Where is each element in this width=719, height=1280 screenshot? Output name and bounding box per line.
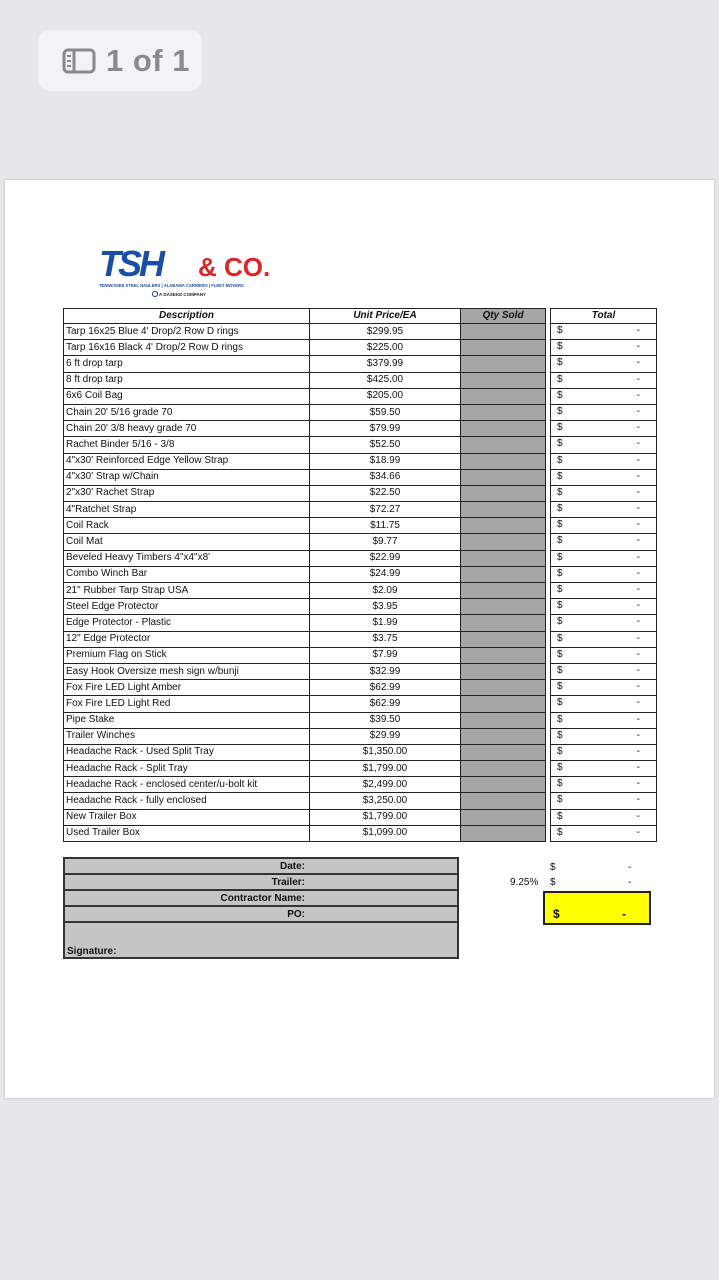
item-unit-price: $62.99 <box>310 680 461 696</box>
item-unit-price: $7.99 <box>310 647 461 663</box>
item-unit-price: $1.99 <box>310 615 461 631</box>
item-description: 2"x30' Rachet Strap <box>64 485 310 501</box>
grand-total-box <box>543 891 651 925</box>
trailer-field[interactable]: Trailer: <box>64 874 458 890</box>
tax-dollar: $ <box>550 877 556 888</box>
item-qty-input[interactable] <box>461 777 546 793</box>
document-page <box>5 180 714 1098</box>
item-total <box>551 550 657 566</box>
item-total <box>551 696 657 712</box>
page-indicator[interactable] <box>38 30 202 91</box>
item-total-dollar: $ <box>557 826 563 838</box>
item-total <box>551 615 657 631</box>
item-total-dollar: $ <box>557 325 563 336</box>
item-unit-price: $22.50 <box>310 485 461 501</box>
item-total <box>551 793 657 809</box>
item-total-dollar: $ <box>557 713 563 725</box>
item-description: Fox Fire LED Light Amber <box>64 680 310 696</box>
item-total <box>551 485 657 501</box>
item-total-dollar: $ <box>557 535 563 547</box>
item-total-value: - <box>636 551 640 563</box>
item-unit-price: $79.99 <box>310 421 461 437</box>
item-total <box>551 599 657 615</box>
item-qty-input[interactable] <box>461 566 546 582</box>
item-description: Used Trailer Box <box>64 825 310 841</box>
item-unit-price: $62.99 <box>310 696 461 712</box>
item-total-value: - <box>636 470 640 482</box>
item-total-dollar: $ <box>557 357 563 369</box>
item-total-dollar: $ <box>557 794 563 806</box>
item-total-value: - <box>636 745 640 757</box>
page-count-label: 1 of 1 <box>106 42 190 78</box>
item-total-dollar: $ <box>557 681 563 693</box>
item-total-value: - <box>636 567 640 579</box>
item-unit-price: $22.99 <box>310 550 461 566</box>
table-row <box>64 404 657 420</box>
item-total <box>551 372 657 388</box>
item-qty-input[interactable] <box>461 761 546 777</box>
item-qty-input[interactable] <box>461 793 546 809</box>
header-qty-sold: Qty Sold <box>461 309 546 324</box>
table-row <box>64 583 657 599</box>
item-qty-input[interactable] <box>461 518 546 534</box>
item-unit-price: $34.66 <box>310 469 461 485</box>
item-description: New Trailer Box <box>64 809 310 825</box>
grand-total-value: - <box>622 907 626 921</box>
item-qty-input[interactable] <box>461 404 546 420</box>
table-row <box>64 566 657 582</box>
table-row <box>64 761 657 777</box>
svg-text:& CO.: & CO. <box>198 252 271 282</box>
item-description: 12" Edge Protector <box>64 631 310 647</box>
item-description: Tarp 16x25 Blue 4' Drop/2 Row D rings <box>64 324 310 340</box>
item-qty-input[interactable] <box>461 502 546 518</box>
item-total-dollar: $ <box>557 422 563 434</box>
table-row <box>64 599 657 615</box>
table-row <box>64 356 657 372</box>
item-qty-input[interactable] <box>461 534 546 550</box>
item-total-value: - <box>636 810 640 822</box>
item-unit-price: $3.75 <box>310 631 461 647</box>
item-total-value: - <box>636 405 640 417</box>
item-description: Premium Flag on Stick <box>64 647 310 663</box>
sidebar-icon <box>62 48 96 74</box>
item-unit-price: $299.95 <box>310 324 461 340</box>
item-total <box>551 566 657 582</box>
item-qty-input[interactable] <box>461 744 546 760</box>
item-qty-input[interactable] <box>461 809 546 825</box>
item-description: Pipe Stake <box>64 712 310 728</box>
item-total-value: - <box>636 762 640 774</box>
item-total-dollar: $ <box>557 600 563 612</box>
item-total-dollar: $ <box>557 584 563 595</box>
table-row <box>64 728 657 744</box>
item-qty-input[interactable] <box>461 485 546 501</box>
item-description: 6x6 Coil Bag <box>64 388 310 404</box>
item-total <box>551 631 657 647</box>
table-row <box>64 663 657 679</box>
subtotal-value: - <box>628 862 632 873</box>
subtotal-dollar: $ <box>550 862 556 873</box>
item-description: Trailer Winches <box>64 728 310 744</box>
item-description: 8 ft drop tarp <box>64 372 310 388</box>
table-row <box>64 485 657 501</box>
table-row <box>64 518 657 534</box>
item-total-dollar: $ <box>557 745 563 757</box>
grand-total-dollar: $ <box>553 907 560 921</box>
item-total-dollar: $ <box>557 503 563 515</box>
svg-text:TSH: TSH <box>99 246 162 284</box>
item-total <box>551 421 657 437</box>
item-qty-input[interactable] <box>461 728 546 744</box>
item-description: 4"x30' Strap w/Chain <box>64 469 310 485</box>
item-total-dollar: $ <box>557 729 563 741</box>
item-unit-price: $2.09 <box>310 583 461 599</box>
item-qty-input[interactable] <box>461 663 546 679</box>
item-total <box>551 518 657 534</box>
table-row <box>64 744 657 760</box>
item-unit-price: $1,099.00 <box>310 825 461 841</box>
item-total-value: - <box>636 438 640 450</box>
item-unit-price: $24.99 <box>310 566 461 582</box>
table-row <box>64 680 657 696</box>
item-qty-input[interactable] <box>461 550 546 566</box>
item-total-value: - <box>636 422 640 434</box>
item-total-dollar: $ <box>557 438 563 450</box>
item-total <box>551 404 657 420</box>
item-qty-input[interactable] <box>461 631 546 647</box>
item-total <box>551 437 657 453</box>
item-description: Beveled Heavy Timbers 4"x4"x8' <box>64 550 310 566</box>
item-total-value: - <box>636 778 640 790</box>
item-total-dollar: $ <box>557 648 563 660</box>
item-total-dollar: $ <box>557 762 563 774</box>
item-total-value: - <box>636 341 640 353</box>
item-total <box>551 583 657 599</box>
item-total <box>551 324 657 340</box>
item-qty-input[interactable] <box>461 825 546 841</box>
item-qty-input[interactable] <box>461 712 546 728</box>
item-total-dollar: $ <box>557 470 563 482</box>
item-description: Chain 20' 3/8 heavy grade 70 <box>64 421 310 437</box>
item-total-dollar: $ <box>557 632 563 644</box>
item-qty-input[interactable] <box>461 421 546 437</box>
item-unit-price: $1,799.00 <box>310 809 461 825</box>
item-total-dollar: $ <box>557 486 563 498</box>
item-description: Rachet Binder 5/16 - 3/8 <box>64 437 310 453</box>
item-total-value: - <box>636 486 640 498</box>
table-row <box>64 502 657 518</box>
table-row <box>64 631 657 647</box>
item-qty-input[interactable] <box>461 615 546 631</box>
item-total-dollar: $ <box>557 616 563 628</box>
item-total <box>551 388 657 404</box>
item-qty-input[interactable] <box>461 469 546 485</box>
item-total <box>551 469 657 485</box>
item-total-dollar: $ <box>557 664 563 676</box>
item-total-value: - <box>636 632 640 644</box>
item-qty-input[interactable] <box>461 647 546 663</box>
item-description: Chain 20' 5/16 grade 70 <box>64 404 310 420</box>
svg-text:TENNESSEE STEEL HAULERS | ALAB: TENNESSEE STEEL HAULERS | ALABAMA CARRIERS | FLEET MOVERS <box>99 283 244 288</box>
table-row <box>64 550 657 566</box>
item-total <box>551 809 657 825</box>
item-total-dollar: $ <box>557 551 563 563</box>
item-unit-price: $39.50 <box>310 712 461 728</box>
item-qty-input[interactable] <box>461 324 546 340</box>
table-row <box>64 469 657 485</box>
table-header-row <box>64 309 657 324</box>
item-unit-price: $18.99 <box>310 453 461 469</box>
table-row <box>64 615 657 631</box>
item-qty-input[interactable] <box>461 696 546 712</box>
item-total-dollar: $ <box>557 454 563 466</box>
item-total <box>551 777 657 793</box>
item-total-dollar: $ <box>557 519 563 531</box>
item-total <box>551 825 657 841</box>
item-qty-input[interactable] <box>461 453 546 469</box>
table-row <box>64 777 657 793</box>
item-total-dollar: $ <box>557 567 563 579</box>
item-description: 21" Rubber Tarp Strap USA <box>64 583 310 599</box>
item-total <box>551 728 657 744</box>
item-description: 6 ft drop tarp <box>64 356 310 372</box>
table-row <box>64 825 657 841</box>
table-row <box>64 534 657 550</box>
item-qty-input[interactable] <box>461 340 546 356</box>
item-total-value: - <box>636 616 640 628</box>
signature-field[interactable]: Signature: <box>64 922 458 958</box>
item-unit-price: $11.75 <box>310 518 461 534</box>
item-total <box>551 453 657 469</box>
item-unit-price: $1,799.00 <box>310 761 461 777</box>
item-unit-price: $59.50 <box>310 404 461 420</box>
item-total-value: - <box>636 826 640 838</box>
order-info-box <box>63 857 459 959</box>
tax-rate: 9.25% <box>510 877 539 888</box>
table-row <box>64 453 657 469</box>
item-total-value: - <box>636 664 640 676</box>
item-qty-input[interactable] <box>461 583 546 599</box>
item-qty-input[interactable] <box>461 680 546 696</box>
item-total-value: - <box>636 600 640 612</box>
tax-value: - <box>628 877 632 888</box>
item-total-dollar: $ <box>557 405 563 417</box>
item-qty-input[interactable] <box>461 388 546 404</box>
item-total <box>551 340 657 356</box>
item-unit-price: $205.00 <box>310 388 461 404</box>
item-total-value: - <box>636 325 640 336</box>
item-total-dollar: $ <box>557 373 563 385</box>
header-description: Description <box>64 309 310 324</box>
table-row <box>64 388 657 404</box>
table-row <box>64 696 657 712</box>
item-total-value: - <box>636 535 640 547</box>
item-total-value: - <box>636 454 640 466</box>
header-unit-price: Unit Price/EA <box>310 309 461 324</box>
item-description: Headache Rack - Split Tray <box>64 761 310 777</box>
item-total-value: - <box>636 519 640 531</box>
item-unit-price: $225.00 <box>310 340 461 356</box>
item-description: Coil Mat <box>64 534 310 550</box>
item-total-value: - <box>636 794 640 806</box>
item-unit-price: $9.77 <box>310 534 461 550</box>
table-row <box>64 437 657 453</box>
item-total <box>551 761 657 777</box>
item-total <box>551 534 657 550</box>
item-total-value: - <box>636 681 640 693</box>
date-field[interactable]: Date: <box>64 858 458 874</box>
item-total-value: - <box>636 713 640 725</box>
item-total-value: - <box>636 503 640 515</box>
item-total-dollar: $ <box>557 389 563 401</box>
item-unit-price: $425.00 <box>310 372 461 388</box>
item-description: Coil Rack <box>64 518 310 534</box>
item-qty-input[interactable] <box>461 437 546 453</box>
table-row <box>64 809 657 825</box>
item-unit-price: $72.27 <box>310 502 461 518</box>
item-total-value: - <box>636 697 640 709</box>
item-description: Easy Hook Oversize mesh sign w/bunji <box>64 663 310 679</box>
item-total-value: - <box>636 357 640 369</box>
table-row <box>64 372 657 388</box>
item-description: Steel Edge Protector <box>64 599 310 615</box>
item-unit-price: $2,499.00 <box>310 777 461 793</box>
item-unit-price: $3.95 <box>310 599 461 615</box>
item-total-dollar: $ <box>557 341 563 353</box>
item-total-value: - <box>636 584 640 595</box>
item-qty-input[interactable] <box>461 356 546 372</box>
item-total <box>551 744 657 760</box>
item-total-value: - <box>636 729 640 741</box>
item-total <box>551 663 657 679</box>
item-unit-price: $1,350.00 <box>310 744 461 760</box>
item-description: Tarp 16x16 Black 4' Drop/2 Row D rings <box>64 340 310 356</box>
table-row <box>64 793 657 809</box>
item-qty-input[interactable] <box>461 599 546 615</box>
item-unit-price: $379.99 <box>310 356 461 372</box>
table-row <box>64 647 657 663</box>
item-unit-price: $3,250.00 <box>310 793 461 809</box>
item-description: Edge Protector - Plastic <box>64 615 310 631</box>
po-field[interactable]: PO: <box>64 906 458 922</box>
item-total-dollar: $ <box>557 697 563 709</box>
item-description: Headache Rack - enclosed center/u-bolt kit <box>64 777 310 793</box>
item-total <box>551 502 657 518</box>
item-unit-price: $52.50 <box>310 437 461 453</box>
item-total <box>551 356 657 372</box>
item-total <box>551 647 657 663</box>
price-table <box>63 308 657 842</box>
item-total-value: - <box>636 389 640 401</box>
item-unit-price: $32.99 <box>310 663 461 679</box>
item-description: Combo Winch Bar <box>64 566 310 582</box>
contractor-name-field[interactable]: Contractor Name: <box>64 890 458 906</box>
header-total: Total <box>551 309 657 324</box>
item-qty-input[interactable] <box>461 372 546 388</box>
item-total-value: - <box>636 648 640 660</box>
item-description: Headache Rack - fully enclosed <box>64 793 310 809</box>
item-total <box>551 680 657 696</box>
item-total <box>551 712 657 728</box>
company-logo <box>97 246 287 300</box>
item-description: Headache Rack - Used Split Tray <box>64 744 310 760</box>
table-row <box>64 421 657 437</box>
item-unit-price: $29.99 <box>310 728 461 744</box>
item-total-dollar: $ <box>557 778 563 790</box>
table-row <box>64 324 657 340</box>
item-description: 4"Ratchet Strap <box>64 502 310 518</box>
table-row <box>64 712 657 728</box>
item-total-value: - <box>636 373 640 385</box>
item-description: Fox Fire LED Light Red <box>64 696 310 712</box>
item-total-dollar: $ <box>557 810 563 822</box>
svg-text:A DASEKE COMPANY: A DASEKE COMPANY <box>159 292 207 297</box>
item-description: 4"x30' Reinforced Edge Yellow Strap <box>64 453 310 469</box>
table-row <box>64 340 657 356</box>
